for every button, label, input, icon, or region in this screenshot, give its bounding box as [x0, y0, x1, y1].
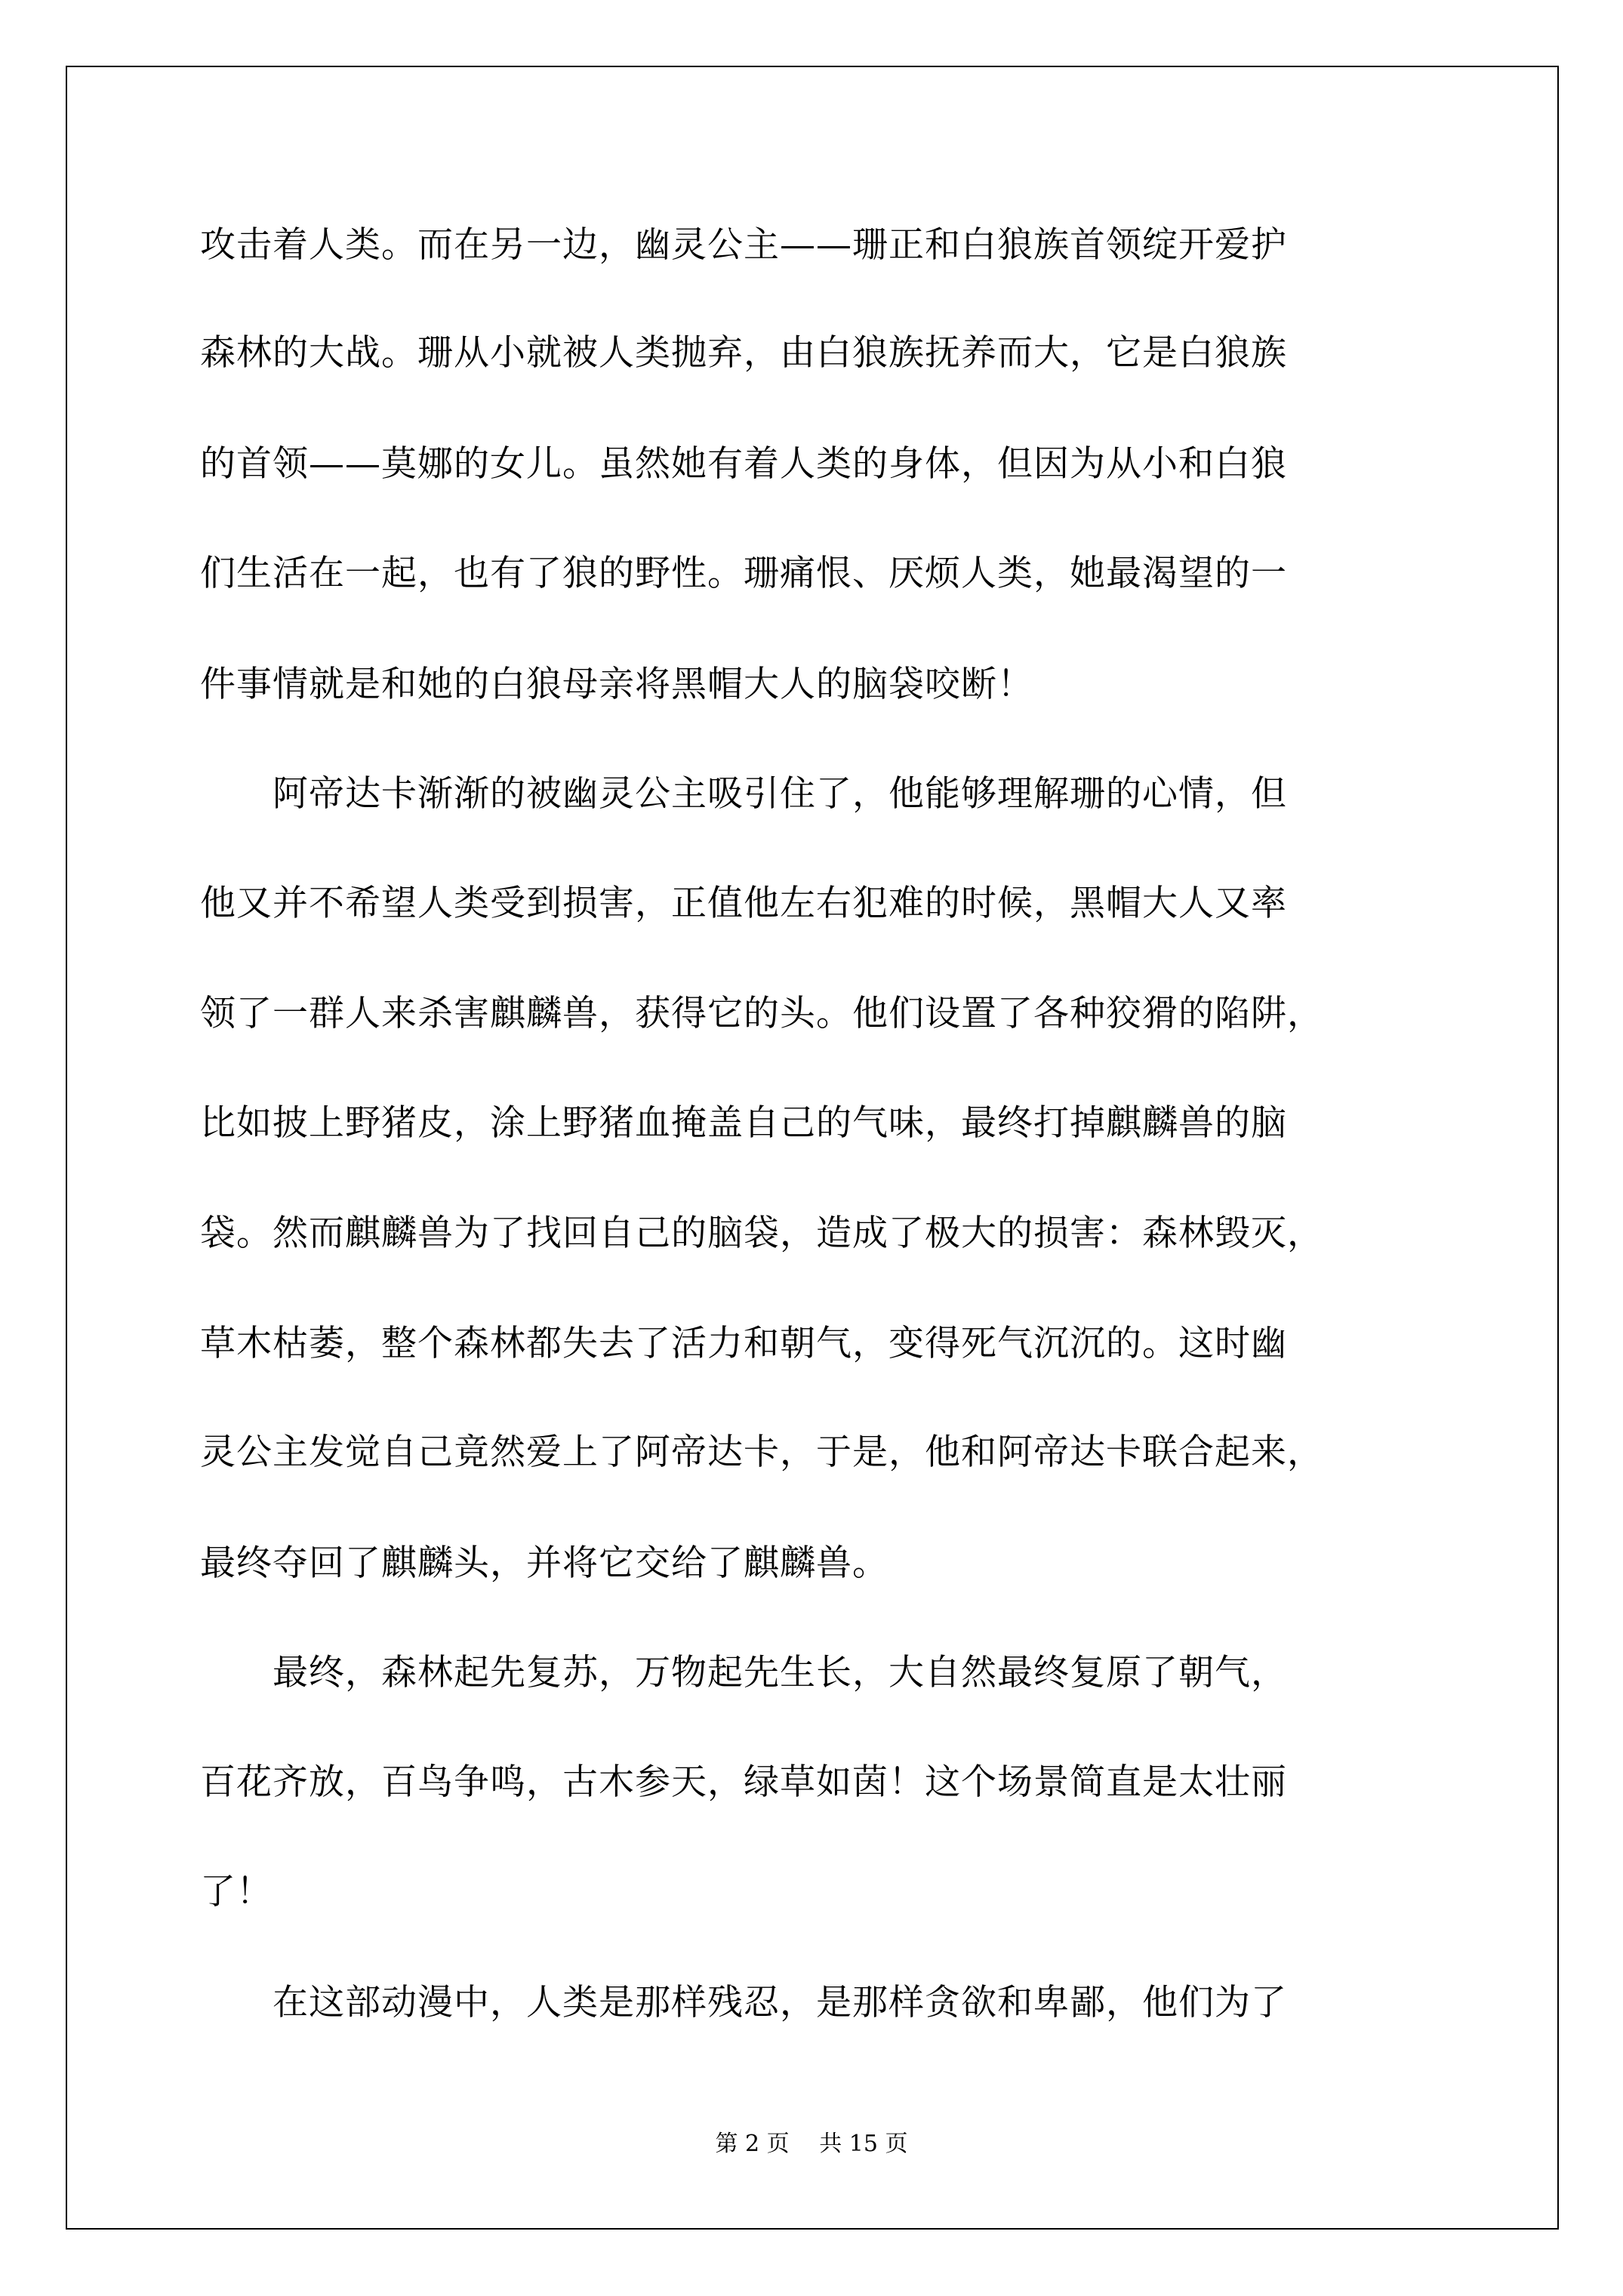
text-line: 袋。然而麒麟兽为了找回自己的脑袋，造成了极大的损害：森林毁灭，: [200, 1213, 1323, 1254]
text-line: 灵公主发觉自己竟然爱上了阿帝达卡，于是，他和阿帝达卡联合起来，: [200, 1432, 1323, 1473]
page-number: 第 2 页 共 15 页: [715, 2131, 908, 2157]
text-line: 在这部动漫中，人类是那样残忍，是那样贪欲和卑鄙，他们为了: [200, 1982, 1287, 2023]
page-border: [66, 66, 1559, 2230]
text-line: 件事情就是和她的白狼母亲将黑帽大人的脑袋咬断！: [200, 664, 1033, 705]
text-line: 攻击着人类。而在另一边，幽灵公主——珊正和白狼族首领绽开爱护: [200, 224, 1287, 266]
text-line: 最终，森林起先复苏，万物起先生长，大自然最终复原了朝气，: [200, 1652, 1287, 1693]
text-line: 森林的大战。珊从小就被人类抛弃，由白狼族抚养而大，它是白狼族: [200, 332, 1287, 374]
text-line: 们生活在一起，也有了狼的野性。珊痛恨、厌烦人类，她最渴望的一: [200, 553, 1287, 594]
text-line: 他又并不希望人类受到损害，正值他左右犯难的时候，黑帽大人又率: [200, 883, 1287, 924]
text-line: 阿帝达卡渐渐的被幽灵公主吸引住了，他能够理解珊的心情，但: [200, 773, 1287, 815]
text-line: 百花齐放，百鸟争鸣，古木参天，绿草如茵！这个场景简直是太壮丽: [200, 1761, 1287, 1803]
text-line: 最终夺回了麒麟头，并将它交给了麒麟兽。: [200, 1542, 888, 1584]
text-line: 比如披上野猪皮，涂上野猪血掩盖自己的气味，最终打掉麒麟兽的脑: [200, 1102, 1287, 1144]
text-line: 的首领——莫娜的女儿。虽然她有着人类的身体，但因为从小和白狼: [200, 443, 1287, 485]
text-line: 草木枯萎，整个森林都失去了活力和朝气，变得死气沉沉的。这时幽: [200, 1323, 1287, 1364]
text-line: 了！: [200, 1871, 273, 1912]
text-line: 领了一群人来杀害麒麟兽，获得它的头。他们设置了各种狡猾的陷阱，: [200, 993, 1323, 1034]
